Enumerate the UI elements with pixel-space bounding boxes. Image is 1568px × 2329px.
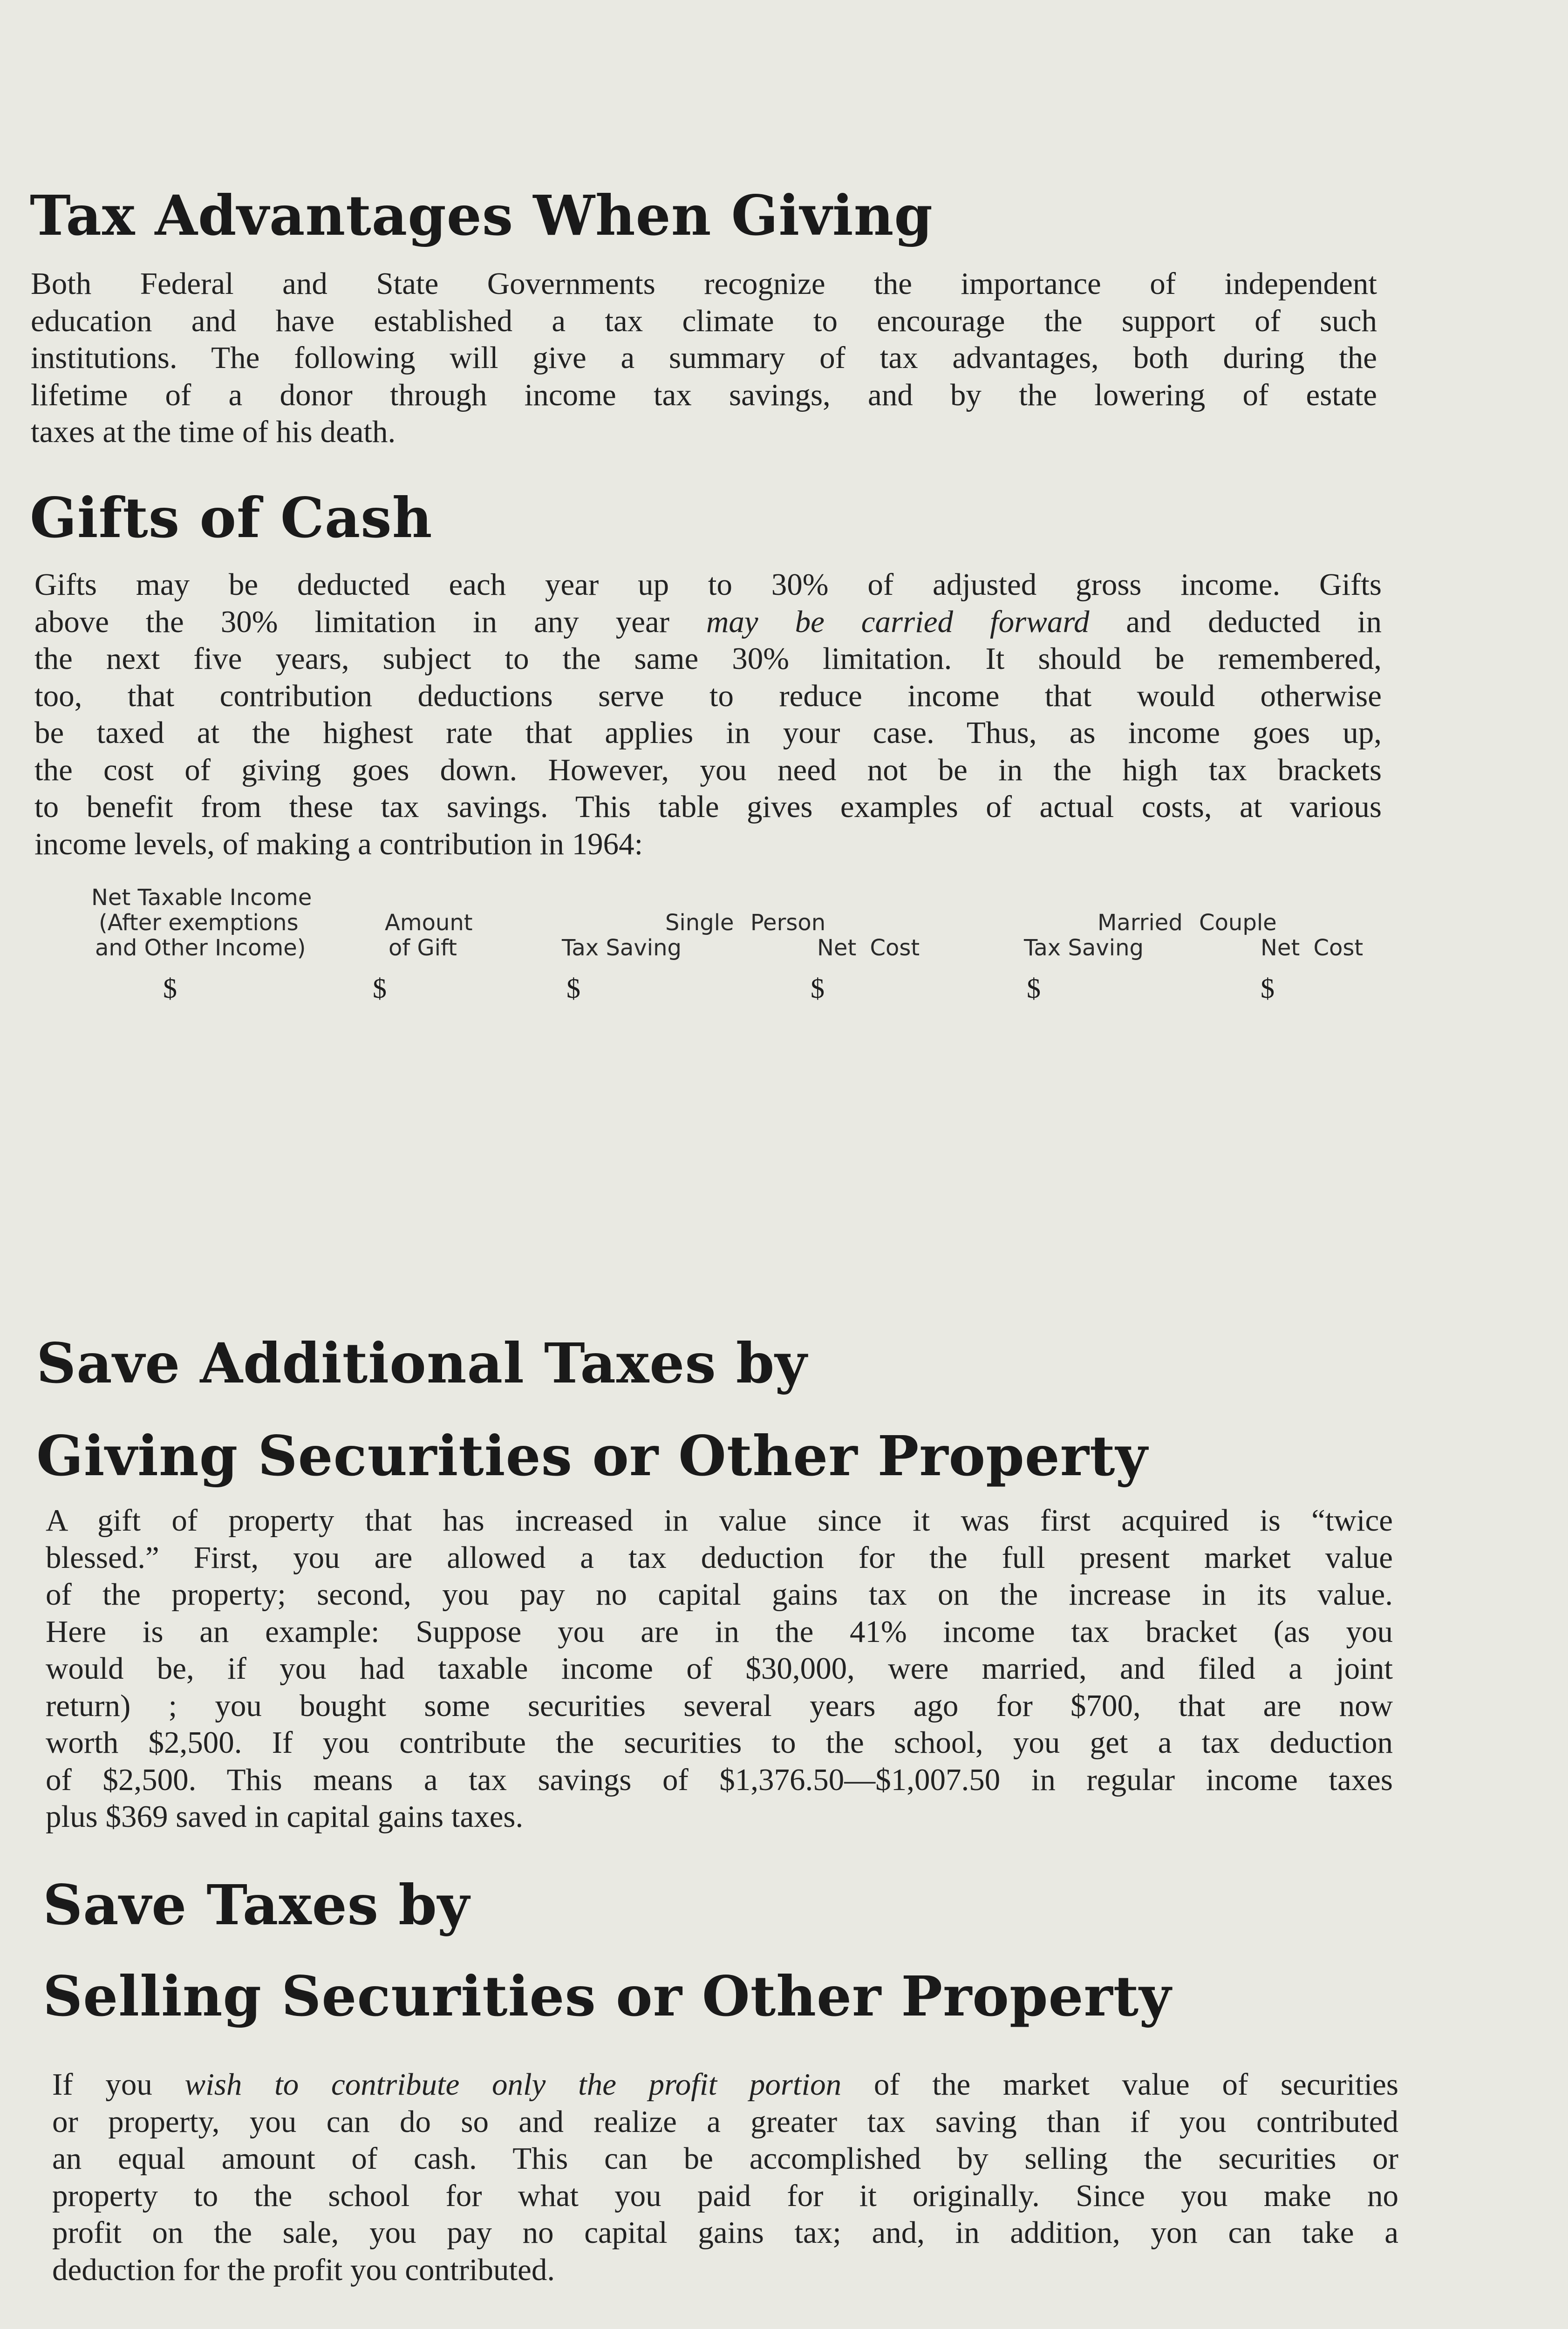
- header-married-couple: Married Couple: [1098, 910, 1277, 936]
- paragraph-selling-securities: [52, 2066, 1398, 2288]
- paragraph-line: [34, 604, 1382, 641]
- header-single-net-cost: Net Cost: [817, 935, 920, 961]
- paragraph-line: Here is an example: Suppose you are in the 41% income tax bracket (as you: [46, 1614, 1393, 1649]
- paragraph-line: the next five years, subject to the same 30% limitation. It should be remembered,: [34, 641, 1382, 676]
- paragraph-line: lifetime of a donor through income tax savings, and by the lowering of estate: [31, 377, 1377, 412]
- paragraph-line: the cost of giving goes down. However, you need not be in the high tax brackets: [34, 752, 1382, 787]
- paragraph-line: of the property; second, you pay no capital gains tax on the increase in its value.: [46, 1577, 1393, 1612]
- paragraph-line: income levels, of making a contribution in 1964:: [34, 826, 643, 861]
- paragraph-line: deduction for the profit you contributed.: [52, 2252, 555, 2287]
- header-gift-2: of Gift: [389, 935, 457, 961]
- paragraph-line: A gift of property that has increased in value since it was first acquired is “twice: [46, 1503, 1393, 1538]
- paragraph-line: institutions. The following will give a summary of tax advantages, both during the: [31, 340, 1377, 375]
- heading-gifts-of-cash: Gifts of Cash: [30, 485, 433, 550]
- paragraph-line: an equal amount of cash. This can be accomplished by selling the securities or: [52, 2141, 1398, 2176]
- paragraph-line: would be, if you had taxable income of $30,000, were married, and filed a joint: [46, 1651, 1393, 1686]
- heading-save-additional-line-1: Save Additional Taxes by: [36, 1331, 807, 1396]
- paragraph-line: Gifts may be deducted each year up to 30% of adjusted gross income. Gifts: [34, 567, 1382, 602]
- text-segment: If you: [52, 2067, 185, 2102]
- paragraph-line: [52, 2066, 1398, 2104]
- paragraph-line: Both Federal and State Governments recognize the importance of independent: [31, 266, 1377, 301]
- paragraph-line: to benefit from these tax savings. This table gives examples of actual costs, at various: [34, 790, 1382, 824]
- currency-married-saving: $: [1027, 973, 1041, 1004]
- text-segment: of the market value of securities: [841, 2067, 1398, 2102]
- heading-save-additional-line-2: Giving Securities or Other Property: [36, 1423, 1148, 1488]
- text-segment: and deducted in: [1089, 604, 1382, 639]
- paragraph-line: profit on the sale, you pay no capital gains tax; and, in addition, yon can take a: [52, 2215, 1398, 2250]
- paragraph-line: be taxed at the highest rate that applies in your case. Thus, as income goes up,: [34, 715, 1382, 750]
- paragraph-line: worth $2,500. If you contribute the securities to the school, you get a tax deduction: [46, 1725, 1393, 1760]
- paragraph-line: blessed.” First, you are allowed a tax deduction for the full present market value: [46, 1540, 1393, 1575]
- currency-single-cost: $: [811, 973, 825, 1004]
- currency-single-saving: $: [566, 973, 580, 1004]
- currency-married-cost: $: [1261, 973, 1275, 1004]
- paragraph-line: taxes at the time of his death.: [31, 415, 396, 449]
- header-married-net-cost: Net Cost: [1261, 935, 1363, 961]
- currency-income: $: [163, 973, 177, 1004]
- header-single-person: Single Person: [665, 910, 826, 936]
- paragraph-line: property to the school for what you paid for it originally. Since you make no: [52, 2178, 1398, 2213]
- header-gift-1: Amount: [385, 910, 473, 936]
- paragraph-line: education and have established a tax climate to encourage the support of such: [31, 303, 1377, 338]
- paragraph-line: return) ; you bought some securities several years ago for $700, that are now: [46, 1688, 1393, 1723]
- currency-gift: $: [373, 973, 387, 1004]
- emphasis-text: may be carried forward: [706, 604, 1090, 639]
- header-income-3: and Other Income): [95, 935, 306, 961]
- header-married-tax-saving: Tax Saving: [1024, 935, 1144, 961]
- header-income-2: (After exemptions: [99, 910, 299, 936]
- paragraph-gifts-of-cash: [34, 566, 1382, 863]
- emphasis-text: wish to contribute only the profit portion: [184, 2067, 842, 2102]
- heading-save-taxes-line-2: Selling Securities or Other Property: [43, 1964, 1172, 2029]
- paragraph-line: or property, you can do so and realize a greater tax saving than if you contributed: [52, 2104, 1398, 2139]
- header-single-tax-saving: Tax Saving: [562, 935, 682, 961]
- header-income-1: Net Taxable Income: [91, 885, 312, 911]
- paragraph-giving-securities: [46, 1502, 1393, 1836]
- paragraph-line: too, that contribution deductions serve to reduce income that would otherwise: [34, 678, 1382, 713]
- text-segment: above the 30% limitation in any year: [34, 604, 707, 639]
- paragraph-intro: [31, 266, 1377, 451]
- heading-tax-advantages: Tax Advantages When Giving: [30, 183, 933, 248]
- paragraph-line: plus $369 saved in capital gains taxes.: [46, 1799, 524, 1834]
- heading-save-taxes-line-1: Save Taxes by: [43, 1873, 470, 1937]
- paragraph-line: of $2,500. This means a tax savings of $1,376.50—$1,007.50 in regular income taxes: [46, 1762, 1393, 1797]
